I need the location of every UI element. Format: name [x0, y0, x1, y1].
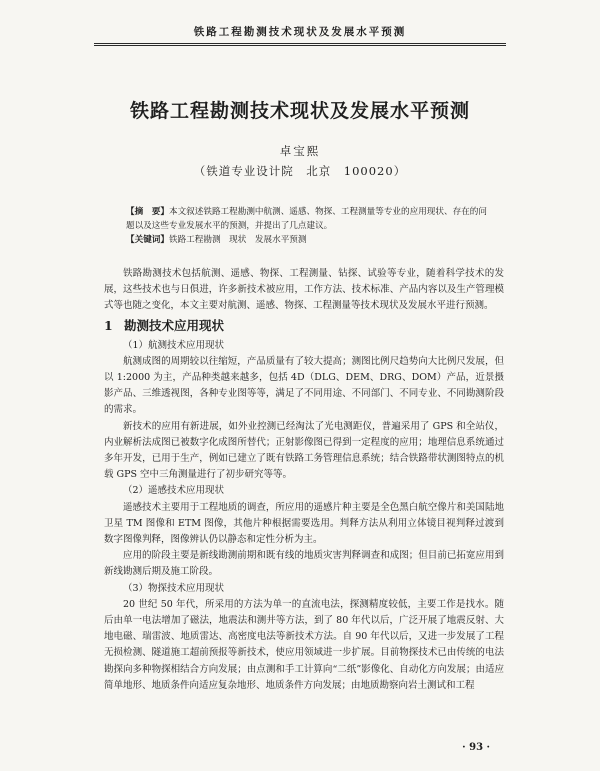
subsection-title: （3）物探技术应用现状 — [123, 582, 225, 594]
abstract-text: 本文叙述铁路工程勘测中航测、遥感、物探、工程测量等专业的应用现状、存在的问题以及这些专业发展水平的预测，并提出了几点建议。 — [126, 207, 487, 231]
subsection-title: （2）遥感技术应用现状 — [123, 485, 225, 497]
body-paragraph: 航测成图的周期较以往缩短，产品质量有了较大提高；测图比例尺趋势向大比例尺发展，但以 1:2000 为主，产品种类越来越多，包括 4D（DLG、DEM、DRG、DOM）产品，近景摄影产品、三维透视图，各种专业图等等，满足了不同用途、不同部门、不同专业、不同勘测阶段的需求。 — [104, 355, 504, 416]
author-name: 卓宝熙 — [279, 144, 321, 158]
paper-title: 铁路工程勘测技术现状及发展水平预测 — [129, 100, 470, 122]
header-rule — [94, 45, 506, 46]
section-title: 勘测技术应用现状 — [124, 317, 225, 333]
body-paragraph: 新技术的应用有新进展，如外业控测已经淘汰了光电测距仪，普遍采用了 GPS 和全站仪，内业解析法成图已被数字化成图所替代；正射影像图已得到一定程度的应用；地理信息系统通过多年开发，已用于生产，例如已建立了既有铁路工务管理信息系统；结合铁路带状测图特点的机载 GPS 空中三角测量进行了初步研究等等。 — [104, 420, 504, 481]
keywords-paragraph — [126, 233, 488, 247]
abstract-block — [126, 205, 488, 247]
body-paragraph: 应用的阶段主要是新线勘测前期和既有线的地质灾害判释调查和成图；但目前已拓宽应用到新线勘测后期及施工阶段。 — [104, 550, 504, 578]
body-text — [104, 266, 504, 694]
author-affiliation: （铁道专业设计院 北京 100020） — [193, 164, 407, 178]
running-header: 铁路工程勘测技术现状及发展水平预测 — [193, 26, 407, 38]
header-rule — [94, 43, 506, 44]
section-heading — [104, 317, 504, 335]
abstract-paragraph — [126, 205, 488, 233]
page-number: · 93 · — [462, 742, 490, 753]
body-paragraph: 20 世纪 50 年代，所采用的方法为单一的直流电法，探测精度较低，主要工作是找水。随后由单一电法增加了磁法，地震法和测井等方法，到了 80 年代以后，广泛开展了地震反射、大地电磁、瑞雷波、地质雷达、高密度电法等新技术方法。自 90 年代以后，又进一步发展了工程无损检测、隧道施工超前预报等新技术，使应用领域进一步扩展。目前物探技术已由传统的电法勘探向多种物探相结合方向发展；由点测和手工计算向“二纸”影像化、自动化方向发展；由适应简单地形、地质条件向适应复杂地形、地质条件方向发展；由地质勘察向岩土测试和工程 — [104, 598, 504, 691]
abstract-tag: 【摘 要】 — [126, 207, 169, 217]
intro-paragraph: 铁路勘测技术包括航测、遥感、物探、工程测量、钻探、试验等专业，随着科学技术的发展，这些技术也与日俱进，许多新技术被应用，工作方法、技术标准、产品内容以及生产管理模式等也随之变化，本文主要对航测、遥感、物探、工程测量等技术现状及发展水平进行预测。 — [104, 268, 504, 312]
body-paragraph: 遥感技术主要用于工程地质的调查，所应用的遥感片种主要是全色黑白航空像片和美国陆地卫星 TM 图像和 ETM 图像，其他片种根据需要选用。判释方法从利用立体镜目视判释过渡到数字图像判释，图像辨认仍以静态和定性分析为主。 — [104, 501, 504, 546]
keywords-text: 铁路工程勘测 现状 发展水平预测 — [168, 235, 307, 245]
section-number: 1 — [104, 317, 113, 333]
subsection-title: （1）航测技术应用现状 — [123, 339, 225, 351]
keywords-tag: 【关键词】 — [126, 235, 169, 245]
